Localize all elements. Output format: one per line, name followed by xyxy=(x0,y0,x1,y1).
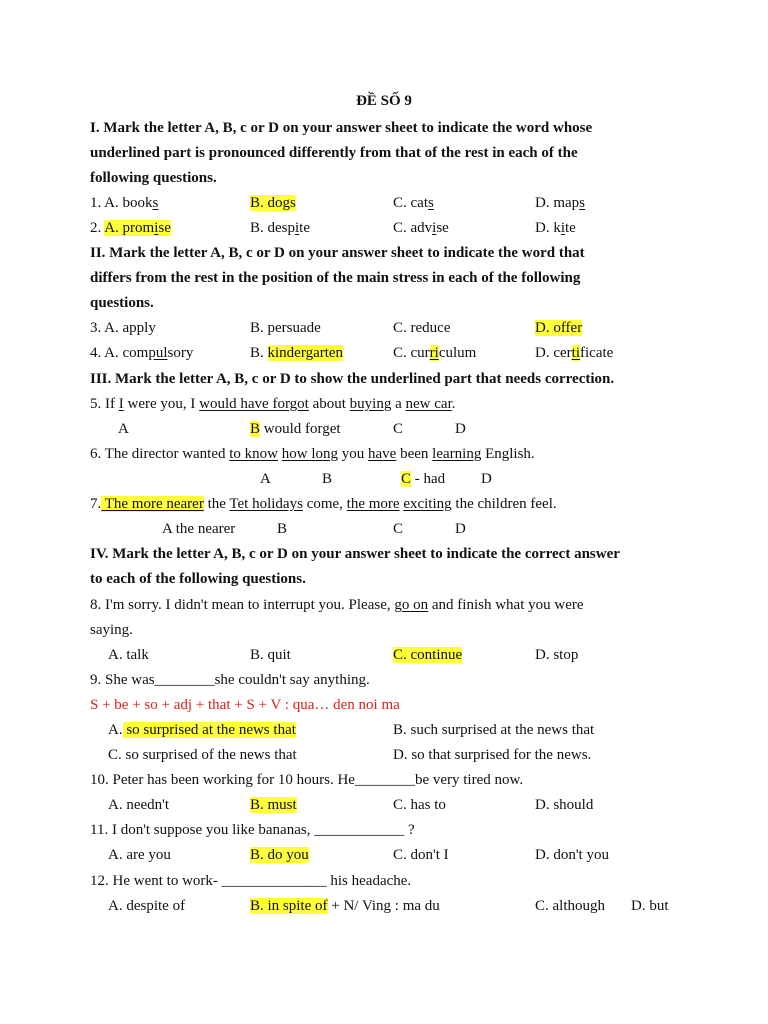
q7-label-d: D xyxy=(455,521,466,537)
q12-option-d: D. but xyxy=(631,898,669,914)
q9-grammar-note: S + be + so + adj + that + S + V : qua… den noi ma xyxy=(90,697,400,713)
section-2-heading-line-3: questions. xyxy=(90,295,154,311)
q4-option-a: 4. A. compulsory xyxy=(90,345,194,361)
q9-option-d: D. so that surprised for the news. xyxy=(393,747,592,763)
q4-option-d: D. certificate xyxy=(535,345,614,361)
q2-option-c: C. advise xyxy=(393,220,449,236)
section-1-heading-line-2: underlined part is pronounced differently from that of the rest in each of the xyxy=(90,145,578,161)
q3-option-b: B. persuade xyxy=(250,320,321,336)
q1-option-d: D. maps xyxy=(535,195,586,211)
q1-option-c: C. cats xyxy=(393,195,434,211)
q10-option-a: A. needn't xyxy=(108,797,170,813)
q12-option-a: A. despite of xyxy=(108,898,186,914)
section-3-heading: III. Mark the letter A, B, c or D to show the underlined part that needs correction. xyxy=(90,371,615,387)
q6-sentence: 6. The director wanted to know how long you have been learning English. xyxy=(90,446,535,462)
q4-option-b: B. kindergarten xyxy=(250,345,344,361)
q1-option-a: 1. A. books xyxy=(90,195,159,211)
q2-option-d: D. kite xyxy=(535,220,576,236)
q11-option-d: D. don't you xyxy=(535,847,609,863)
q6-label-c: C - had xyxy=(401,471,446,487)
q6-label-d: D xyxy=(481,471,492,487)
q9-option-b: B. such surprised at the news that xyxy=(393,722,595,738)
q8-option-b: B. quit xyxy=(250,647,291,663)
q2-option-a: 2. A. promise xyxy=(90,220,171,236)
page-title: ĐỀ SỐ 9 xyxy=(356,93,412,109)
q10-stem: 10. Peter has been working for 10 hours. He________be very tired now. xyxy=(90,772,524,788)
q6-label-a: A xyxy=(260,471,271,487)
section-4-heading-line-1: IV. Mark the letter A, B, c or D on your answer sheet to indicate the correct answer xyxy=(90,546,620,562)
section-2-heading-line-1: II. Mark the letter A, B, c or D on your answer sheet to indicate the word that xyxy=(90,245,585,261)
q10-option-b: B. must xyxy=(250,797,297,813)
q11-option-b: B. do you xyxy=(250,847,309,863)
q11-option-a: A. are you xyxy=(108,847,171,863)
q6-label-b: B xyxy=(322,471,333,487)
q8-stem-line-1: 8. I'm sorry. I didn't mean to interrupt you. Please, go on and finish what you were xyxy=(90,597,584,613)
q4-option-c: C. curriculum xyxy=(393,345,477,361)
q7-sentence: 7. The more nearer the Tet holidays come, the more exciting the children feel. xyxy=(90,496,557,512)
q8-option-d: D. stop xyxy=(535,647,579,663)
q5-label-d: D xyxy=(455,421,466,437)
q7-label-a: A the nearer xyxy=(162,521,236,537)
q3-option-d: D. offer xyxy=(535,320,583,336)
q7-label-c: C xyxy=(393,521,404,537)
section-2-heading-line-2: differs from the rest in the position of the main stress in each of the following xyxy=(90,270,581,286)
q2-option-b: B. despite xyxy=(250,220,310,236)
q5-sentence: 5. If I were you, I would have forgot about buying a new car. xyxy=(90,396,456,412)
q1-option-b: B. dogs xyxy=(250,195,296,211)
q12-option-b: B. in spite of + N/ Ving : ma du xyxy=(250,898,440,914)
q9-option-c: C. so surprised of the news that xyxy=(108,747,297,763)
q9-option-a: A. so surprised at the news that xyxy=(108,722,296,738)
q7-label-b: B xyxy=(277,521,288,537)
section-4-heading-line-2: to each of the following questions. xyxy=(90,571,306,587)
q8-option-c: C. continue xyxy=(393,647,463,663)
q5-label-c: C xyxy=(393,421,404,437)
q5-label-b: B would forget xyxy=(250,421,341,437)
q3-option-a: 3. A. apply xyxy=(90,320,156,336)
q8-stem-line-2: saying. xyxy=(90,622,133,638)
q11-stem: 11. I don't suppose you like bananas, ____________ ? xyxy=(90,822,415,838)
q10-option-c: C. has to xyxy=(393,797,446,813)
q12-option-c: C. although xyxy=(535,898,605,914)
q8-option-a: A. talk xyxy=(108,647,149,663)
section-1-heading-line-1: I. Mark the letter A, B, c or D on your answer sheet to indicate the word whose xyxy=(90,120,593,136)
q5-label-a: A xyxy=(118,421,129,437)
q9-stem: 9. She was________she couldn't say anything. xyxy=(90,672,370,688)
q3-option-c: C. reduce xyxy=(393,320,451,336)
q11-option-c: C. don't I xyxy=(393,847,449,863)
q12-stem: 12. He went to work- ______________ his headache. xyxy=(90,873,412,889)
section-1-heading-line-3: following questions. xyxy=(90,170,217,186)
q10-option-d: D. should xyxy=(535,797,594,813)
